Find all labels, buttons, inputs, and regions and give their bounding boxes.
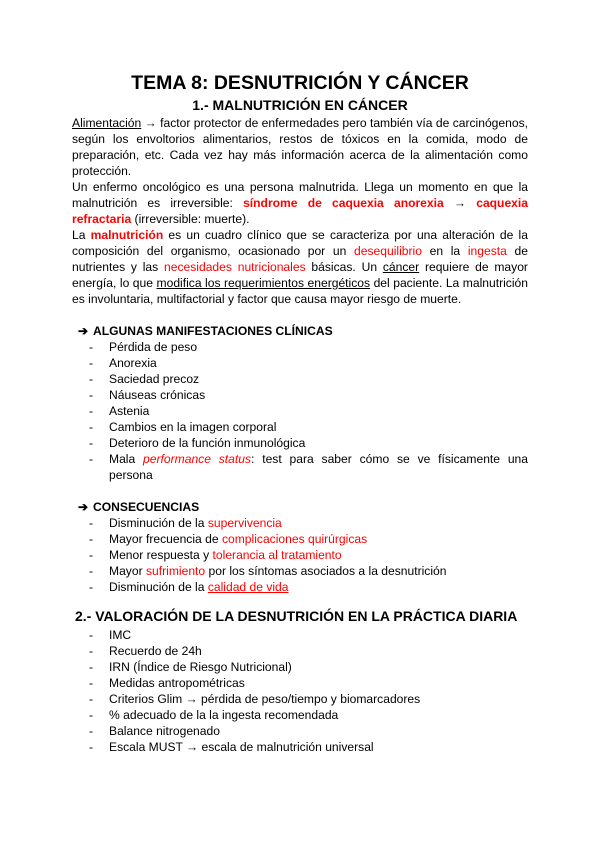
list-item — [72, 371, 528, 387]
manifestaciones-heading — [72, 323, 528, 339]
arrow-icon: ➔ — [78, 324, 89, 338]
term-modifica: modifica los requerimientos energéticos — [156, 276, 371, 290]
item-text: % adecuado de la la ingesta recomendada — [109, 708, 339, 722]
dash: - — [89, 644, 94, 658]
item-text: Criterios Glim → pérdida de peso/tiempo y biomarcadores — [109, 692, 421, 706]
list-item — [72, 339, 528, 355]
dash: - — [89, 628, 94, 642]
dash: - — [89, 436, 94, 450]
dash: - — [89, 724, 94, 738]
paragraph-text: (irreversible: muerte). — [134, 212, 250, 226]
valoracion-list — [72, 627, 528, 755]
item-text: Medidas antropométricas — [109, 676, 245, 690]
dash: - — [89, 692, 94, 706]
list-item — [72, 643, 528, 659]
dash: - — [89, 548, 94, 562]
arrow: → — [144, 116, 157, 130]
item-text: IRN (Índice de Riesgo Nutricional) — [109, 660, 292, 674]
list-item — [72, 723, 528, 739]
list-item — [72, 419, 528, 435]
paragraph-alimentacion — [72, 115, 528, 179]
text: del paciente. La malnutrición es involuntaria, multifactorial y factor que causa mayor riesgo de muerte. — [72, 276, 528, 306]
dash: - — [89, 740, 94, 754]
arrow: → — [453, 196, 467, 210]
item-text: Recuerdo de 24h — [109, 644, 202, 658]
list-item — [72, 515, 528, 531]
dash: - — [89, 404, 94, 418]
section2-heading: 2.- VALORACIÓN DE LA DESNUTRICIÓN EN LA PRÁCTICA DIARIA — [75, 608, 518, 624]
heading-text: ALGUNAS MANIFESTACIONES CLÍNICAS — [93, 324, 333, 338]
highlight-supervivencia: supervivencia — [207, 516, 282, 530]
list-item — [72, 627, 528, 643]
list-item — [72, 531, 528, 547]
arrow-icon: ➔ — [78, 500, 89, 514]
dash: - — [89, 340, 94, 354]
list-item — [72, 547, 528, 563]
highlight-malnutricion: malnutrición — [90, 228, 164, 242]
spacer — [72, 483, 528, 499]
dash: - — [89, 708, 94, 722]
consecuencias-list — [72, 515, 528, 595]
dash: - — [89, 676, 94, 690]
list-item — [72, 739, 528, 755]
highlight-tolerancia: tolerancia al tratamiento — [212, 548, 342, 562]
dash: - — [89, 388, 94, 402]
highlight-necesidades: necesidades nutricionales — [164, 260, 306, 274]
highlight-sufrimiento: sufrimiento — [145, 564, 206, 578]
term-cancer: cáncer — [382, 260, 420, 274]
dash: - — [89, 356, 94, 370]
item-text: por los síntomas asociados a la desnutrición — [208, 564, 447, 578]
item-text: Disminución de la — [109, 580, 205, 594]
list-item — [72, 403, 528, 419]
dash: - — [89, 452, 94, 466]
item-text: IMC — [109, 628, 132, 642]
dash: - — [89, 516, 94, 530]
text: en la — [429, 244, 461, 258]
list-item — [72, 451, 528, 483]
highlight-complicaciones: complicaciones quirúrgicas — [221, 532, 368, 546]
dash: - — [89, 580, 94, 594]
highlight-desequilibrio: desequilibrio — [354, 244, 422, 258]
item-text: Balance nitrogenado — [109, 724, 220, 738]
list-item — [72, 675, 528, 691]
paragraph-text: Un enfermo oncológico es una persona malnutrida. Llega un momento en que la malnutrición es irreversible: — [72, 180, 528, 210]
term-alimentacion: Alimentación — [72, 116, 142, 130]
dash: - — [89, 532, 94, 546]
list-item — [72, 659, 528, 675]
list-item — [72, 387, 528, 403]
item-text: Disminución de la — [109, 516, 205, 530]
paragraph-enfermo — [72, 179, 528, 227]
text: requiere de mayor energía, lo que — [72, 260, 528, 290]
item-text: Menor respuesta y — [109, 548, 210, 562]
highlight-caquexia-refractaria: caquexia refractaria — [72, 196, 528, 226]
list-item — [72, 435, 528, 451]
list-item — [72, 563, 528, 579]
item-text: Mayor — [109, 564, 143, 578]
consecuencias-heading — [72, 499, 528, 515]
item-text: : test para saber cómo se ve físicamente una persona — [109, 452, 528, 482]
dash: - — [89, 660, 94, 674]
item-text: Astenia — [109, 404, 150, 418]
item-text: Mala — [109, 452, 136, 466]
spacer — [72, 307, 528, 323]
item-text: Mayor frecuencia de — [109, 532, 219, 546]
text: es un cuadro clínico que se caracteriza por una alteración de la composición del organismo, ocasionado por un — [72, 228, 528, 258]
text: La — [72, 228, 86, 242]
paragraph-text: factor protector de enfermedades pero también vía de carcinógenos, según los envoltorios alimentarios, restos de tóxicos en la comida, modo de preparación, etc. Cada vez hay más información acerca de la alimentación como protección. — [72, 116, 528, 178]
dash: - — [89, 372, 94, 386]
document-page — [72, 72, 528, 755]
list-item — [72, 355, 528, 371]
heading-text: CONSECUENCIAS — [93, 500, 200, 514]
list-item — [72, 691, 528, 707]
page-title: TEMA 8: DESNUTRICIÓN Y CÁNCER — [131, 72, 469, 94]
list-item — [72, 707, 528, 723]
paragraph-malnutricion — [72, 227, 528, 307]
text: básicas. Un — [311, 260, 378, 274]
dash: - — [89, 564, 94, 578]
item-text: Náuseas crónicas — [109, 388, 206, 402]
item-text: Anorexia — [109, 356, 157, 370]
item-text: Deterioro de la función inmunológica — [109, 436, 306, 450]
section1-heading: 1.- MALNUTRICIÓN EN CÁNCER — [192, 97, 408, 113]
text: de nutrientes y las — [72, 244, 528, 274]
manifestaciones-list — [72, 339, 528, 483]
item-text: Pérdida de peso — [109, 340, 198, 354]
dash: - — [89, 420, 94, 434]
list-item — [72, 579, 528, 595]
highlight-ingesta: ingesta — [467, 244, 507, 258]
highlight-caquexia-anorexia: síndrome de caquexia anorexia — [243, 196, 444, 210]
highlight-calidad-de-vida: calidad de vida — [207, 580, 289, 594]
item-text: Saciedad precoz — [109, 372, 200, 386]
item-text: Cambios en la imagen corporal — [109, 420, 277, 434]
item-text: Escala MUST → escala de malnutrición universal — [109, 740, 374, 754]
highlight-performance-status: performance status — [143, 452, 252, 466]
